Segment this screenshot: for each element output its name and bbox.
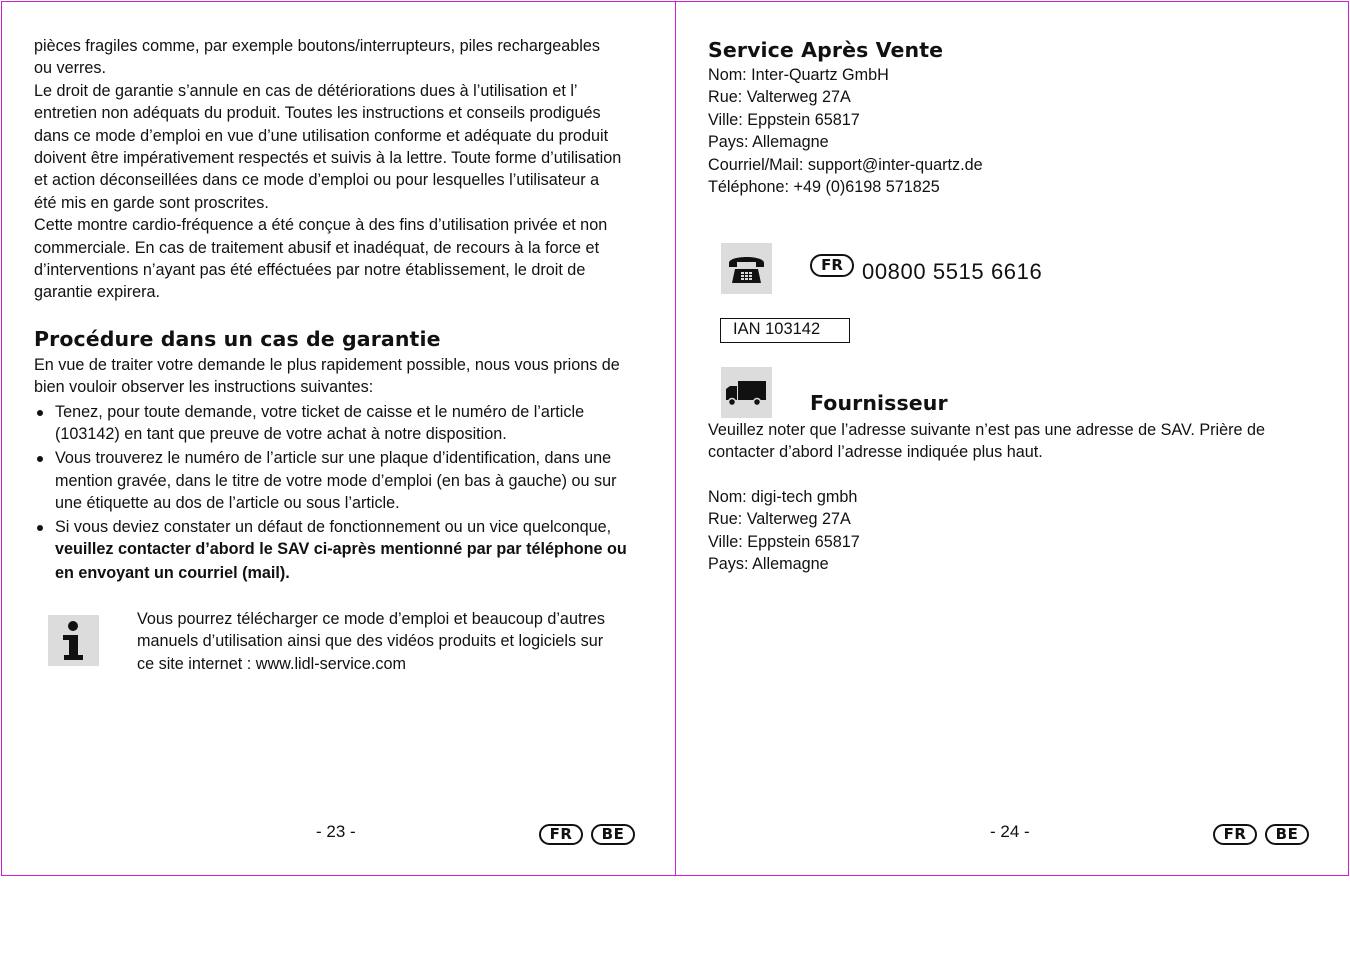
intro-line: entretien non adéquats du produit. Toutes les instructions et conseils prodigués (34, 104, 601, 123)
intro-text (34, 35, 654, 304)
list-item-line: Vous trouverez le numéro de l’article sur une plaque d’identification, dans une (55, 449, 612, 468)
info-line: manuels d’utilisation ainsi que des vidéos produits et logiciels sur (137, 632, 604, 651)
info-line: Vous pourrez télécharger ce mode d’emploi et beaucoup d’autres (137, 610, 605, 628)
intro-line: d’interventions n’ayant pas été efféctuées par notre établissement, le droit de (34, 261, 586, 280)
right-page (675, 1, 1349, 876)
intro-line: ou verres. (34, 59, 106, 78)
country-badge-be: BE (591, 824, 635, 845)
intro-line: commerciale. En cas de traitement abusif et inadéquat, de recours à la force et (34, 238, 600, 257)
list-item-bold-line: en envoyant un courriel (mail). (55, 563, 290, 582)
list-item-line: une étiquette au dos de l’article ou sous l’article. (55, 494, 400, 513)
service-address (708, 64, 1308, 198)
hotline-number: 00800 5515 6616 (862, 259, 1043, 284)
instruction-list (34, 401, 654, 585)
country-badge-fr: FR (539, 824, 583, 845)
intro-line: garantie expirera. (34, 283, 160, 302)
intro-line: doivent être impérativement respectés et suivis à la lettre. Toute forme d’utilisation (34, 149, 622, 168)
intro-line: été mis en garde sont proscrites. (34, 193, 269, 212)
intro-line: Le droit de garantie s’annule en cas de détériorations dues à l’utilisation et l’ (34, 81, 578, 100)
list-item-line: Si vous deviez constater un défaut de fonctionnement ou un vice quelconque, (55, 518, 612, 537)
telephone-icon (721, 243, 772, 294)
section-intro-line: bien vouloir observer les instructions suivantes: (34, 378, 374, 397)
supplier-address (708, 486, 1308, 576)
service-line: Téléphone: +49 (0)6198 571825 (708, 178, 940, 197)
intro-line: pièces fragiles comme, par exemple boutons/interrupteurs, piles rechargeables (34, 37, 600, 55)
list-item-bold-line: veuillez contacter d’abord le SAV ci-après mentionné par par téléphone ou (55, 540, 627, 559)
list-item (34, 447, 654, 514)
supplier-heading: Fournisseur (810, 391, 948, 415)
supplier-line: Pays: Allemagne (708, 555, 829, 574)
info-icon (48, 615, 99, 666)
supplier-line: Rue: Valterweg 27A (708, 510, 851, 529)
service-line: Pays: Allemagne (708, 133, 829, 152)
supplier-line: Ville: Eppstein 65817 (708, 532, 860, 551)
service-heading: Service Après Vente (708, 38, 944, 62)
supplier-note-line: Veuillez noter que l’adresse suivante n’est pas une adresse de SAV. Prière de (708, 421, 1266, 439)
list-item (34, 401, 654, 446)
info-line: ce site internet : www.lidl-service.com (137, 654, 406, 673)
intro-line: dans ce mode d’emploi en vue d’une utilisation conforme et adéquate du produit (34, 126, 609, 145)
list-item-line: (103142) en tant que preuve de votre achat à notre disposition. (55, 425, 507, 444)
service-line: Nom: Inter-Quartz GmbH (708, 66, 889, 84)
supplier-line: Nom: digi-tech gmbh (708, 488, 858, 506)
service-line: Ville: Eppstein 65817 (708, 110, 860, 129)
country-badge-fr: FR (1213, 824, 1257, 845)
info-text (137, 608, 647, 675)
list-item (34, 516, 654, 585)
section-intro-line: En vue de traiter votre demande le plus rapidement possible, nous vous prions de (34, 356, 620, 374)
intro-line: et action déconseillées dans ce mode d’emploi ou pour lesquelles l’utilisateur a (34, 171, 600, 190)
page-number: - 23 - (316, 822, 356, 841)
hotline-country-badge: FR (810, 254, 854, 277)
service-line: Courriel/Mail: support@inter-quartz.de (708, 155, 983, 174)
country-badge-be: BE (1265, 824, 1309, 845)
supplier-note-line: contacter d’abord l’adresse indiquée plus haut. (708, 443, 1043, 462)
truck-icon (721, 367, 772, 418)
list-item-line: mention gravée, dans le titre de votre mode d’emploi (en bas à gauche) ou sur (55, 471, 617, 490)
warranty-procedure-heading: Procédure dans un cas de garantie (34, 327, 441, 351)
section-intro (34, 354, 654, 399)
intro-line: Cette montre cardio-fréquence a été conçue à des fins d’utilisation privée et non (34, 216, 608, 235)
ian-label: IAN 103142 (720, 318, 850, 343)
supplier-note (708, 419, 1328, 464)
page-number: - 24 - (990, 822, 1030, 841)
service-line: Rue: Valterweg 27A (708, 88, 851, 107)
left-page (1, 1, 675, 876)
list-item-line: Tenez, pour toute demande, votre ticket de caisse et le numéro de l’article (55, 403, 585, 421)
